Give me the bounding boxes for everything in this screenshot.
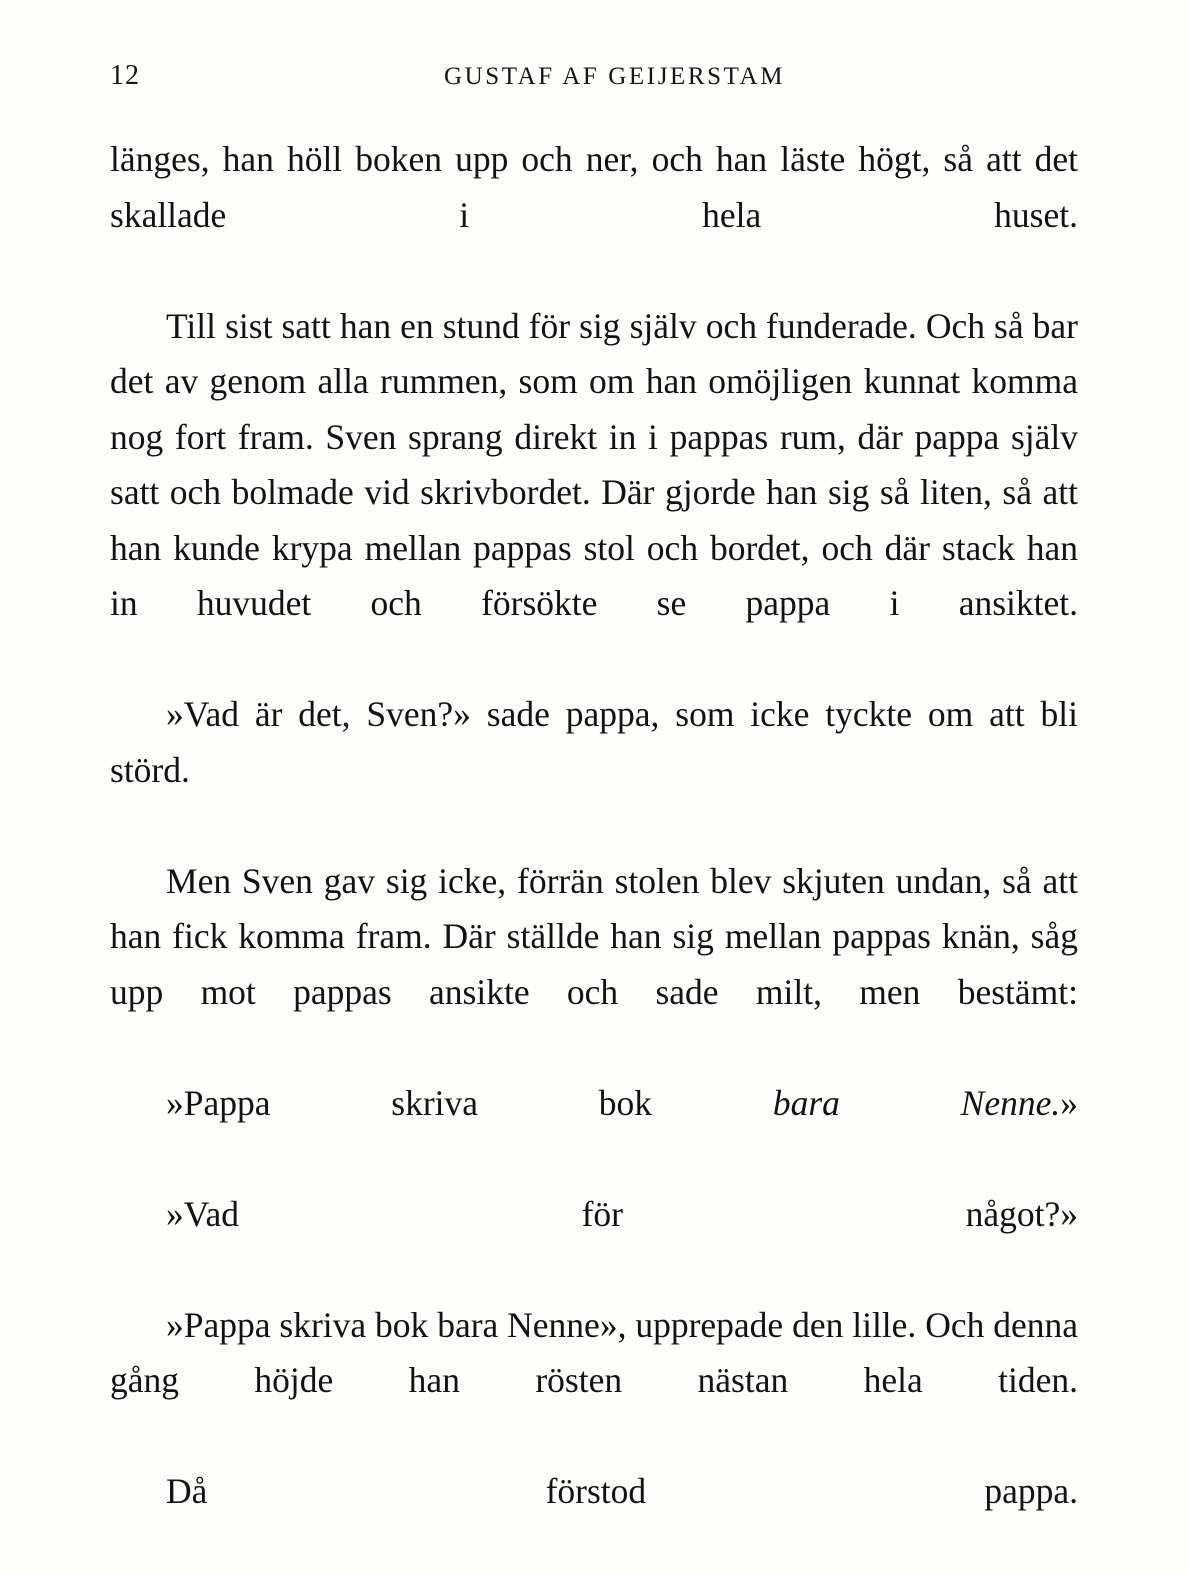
running-title: GUSTAF AF GEIJERSTAM — [443, 63, 786, 90]
paragraph: länges, han höll boken upp och ner, och han läste högt, så att det skallade i hela huset. — [110, 139, 1078, 235]
paragraph: Till sist satt han en stund för sig själv och funderade. Och så bar det av genom alla rummen, som om han omöjligen kunnat komma nog fort fram. Sven sprang direkt in i pappas rum, där pappa själv satt och bolmade vid skrivbordet. Där gjorde han sig så liten, så att han kunde krypa mellan pappas stol och bordet, och där stack han in huvudet och försökte se pappa i ansiktet. — [110, 305, 1078, 623]
paragraph: Men Sven gav sig icke, förrän stolen blev skjuten undan, så att han fick komma fram. Där ställde han sig mellan pappas knän, såg upp mot pappas ansikte och sade milt, men bestämt: — [110, 860, 1078, 1012]
italic-phrase: bara Nenne. — [772, 1082, 1061, 1123]
paragraph-with-italic — [110, 1076, 1078, 1187]
paragraph: »Vad för något?» — [166, 1193, 1078, 1234]
page-header — [110, 60, 1079, 100]
paragraph: »Pappa skriva bok bara Nenne», upprepade den lille. Och denna gång höjde han rösten nästan hela tiden. — [110, 1304, 1078, 1400]
paragraph-text-lead: »Pappa skriva bok — [166, 1082, 773, 1123]
page-body — [110, 132, 1078, 1574]
paragraph: Då förstod pappa. — [166, 1471, 1078, 1511]
paragraph-text-tail: » — [1060, 1082, 1078, 1123]
paragraph: »Vad är det, Sven?» sade pappa, som icke tyckte om att bli störd. — [110, 694, 1078, 790]
page-number: 12 — [110, 60, 140, 91]
